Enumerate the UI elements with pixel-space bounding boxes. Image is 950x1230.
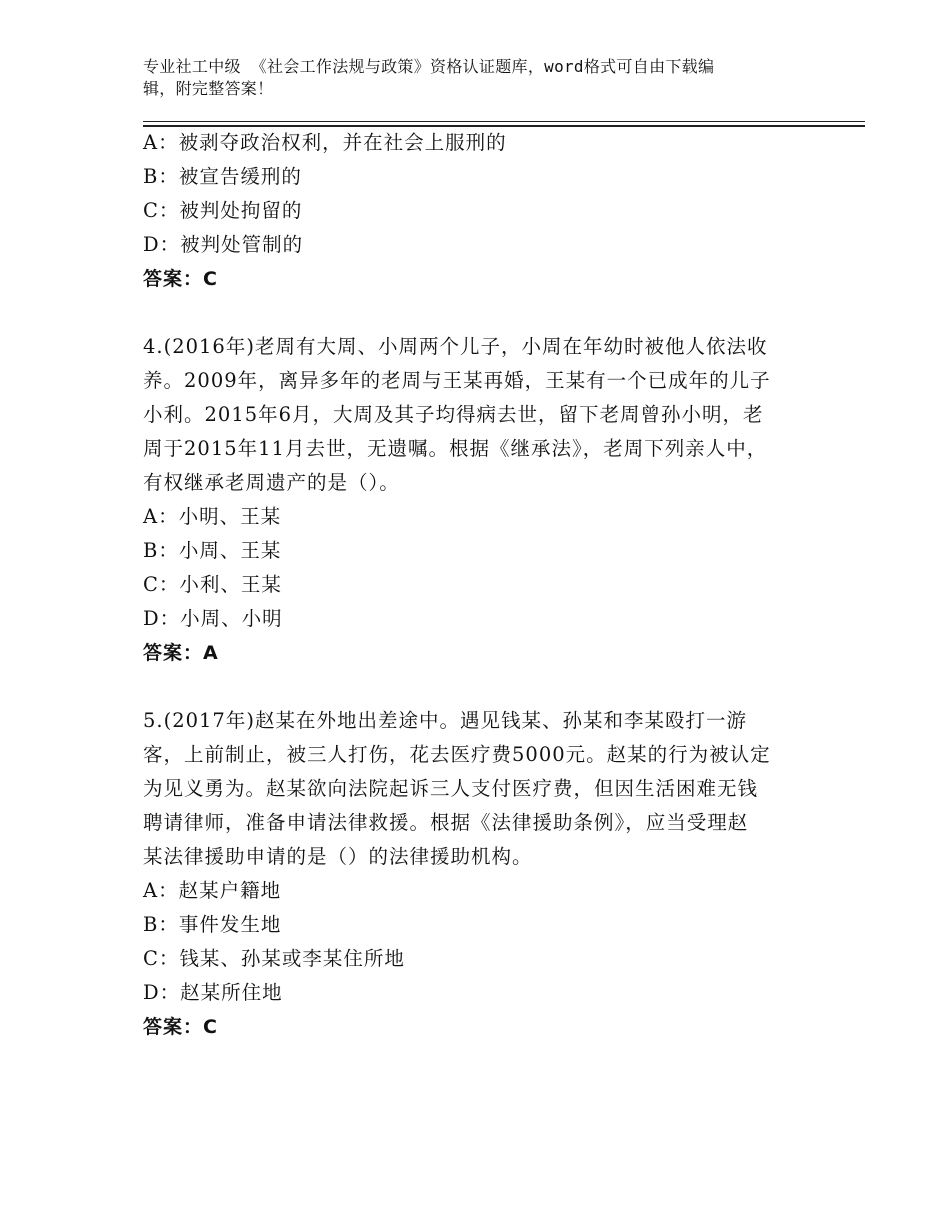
- question-stem-line: 为见义勇为。赵某欲向法院起诉三人支付医疗费，但因生活困难无钱: [143, 777, 759, 800]
- question-stem-line: 周于2015年11月去世，无遗嘱。根据《继承法》，老周下列亲人中，: [143, 437, 768, 460]
- answer: 答案：C: [143, 268, 218, 290]
- spacer: [143, 670, 823, 704]
- answer: 答案：A: [143, 642, 219, 664]
- question-stem-line: 小利。2015年6月，大周及其子均得病去世，留下老周曾孙小明，老: [143, 403, 764, 426]
- question-stem-line: 养。2009年，离异多年的老周与王某再婚，王某有一个已成年的儿子: [143, 369, 771, 392]
- answer: 答案：C: [143, 1016, 218, 1038]
- question-stem-line: 有权继承老周遗产的是（）。: [143, 471, 400, 494]
- question-stem-line: 聘请律师，准备申请法律救援。根据《法律援助条例》，应当受理赵: [143, 811, 749, 834]
- option-c: C：小利、王某: [143, 573, 282, 596]
- question-stem-line: 某法律援助申请的是（）的法律援助机构。: [143, 845, 533, 868]
- option-c: C：钱某、孙某或李某住所地: [143, 947, 405, 970]
- option-b: B：事件发生地: [143, 913, 282, 936]
- question-5: [143, 704, 823, 1044]
- header-line-2: 辑，附完整答案！: [143, 79, 274, 98]
- option-b: B：小周、王某: [143, 539, 282, 562]
- question-stem-line: 客，上前制止，被三人打伤，花去医疗费5000元。赵某的行为被认定: [143, 743, 771, 766]
- option-a: A：被剥夺政治权利，并在社会上服刑的: [143, 131, 507, 154]
- option-a: A：赵某户籍地: [143, 879, 282, 902]
- header-line-1: 专业社工中级 《社会工作法规与政策》资格认证题库，word格式可自由下载编: [143, 57, 715, 76]
- option-b: B：被宣告缓刑的: [143, 165, 302, 188]
- option-d: D：小周、小明: [143, 607, 283, 630]
- option-d: D：赵某所住地: [143, 981, 283, 1004]
- option-d: D：被判处管制的: [143, 233, 304, 256]
- question-stem-line: 5.(2017年)赵某在外地出差途中。遇见钱某、孙某和李某殴打一游: [143, 709, 747, 732]
- option-c: C：被判处拘留的: [143, 199, 303, 222]
- question-stem-line: 4.(2016年)老周有大周、小周两个儿子，小周在年幼时被他人依法收: [143, 335, 768, 358]
- header-divider-thin: [143, 121, 865, 122]
- spacer: [143, 296, 823, 330]
- question-content: [143, 126, 823, 1044]
- question-4: [143, 330, 823, 670]
- question-3: [143, 126, 823, 296]
- option-a: A：小明、王某: [143, 505, 282, 528]
- document-header: [143, 56, 803, 100]
